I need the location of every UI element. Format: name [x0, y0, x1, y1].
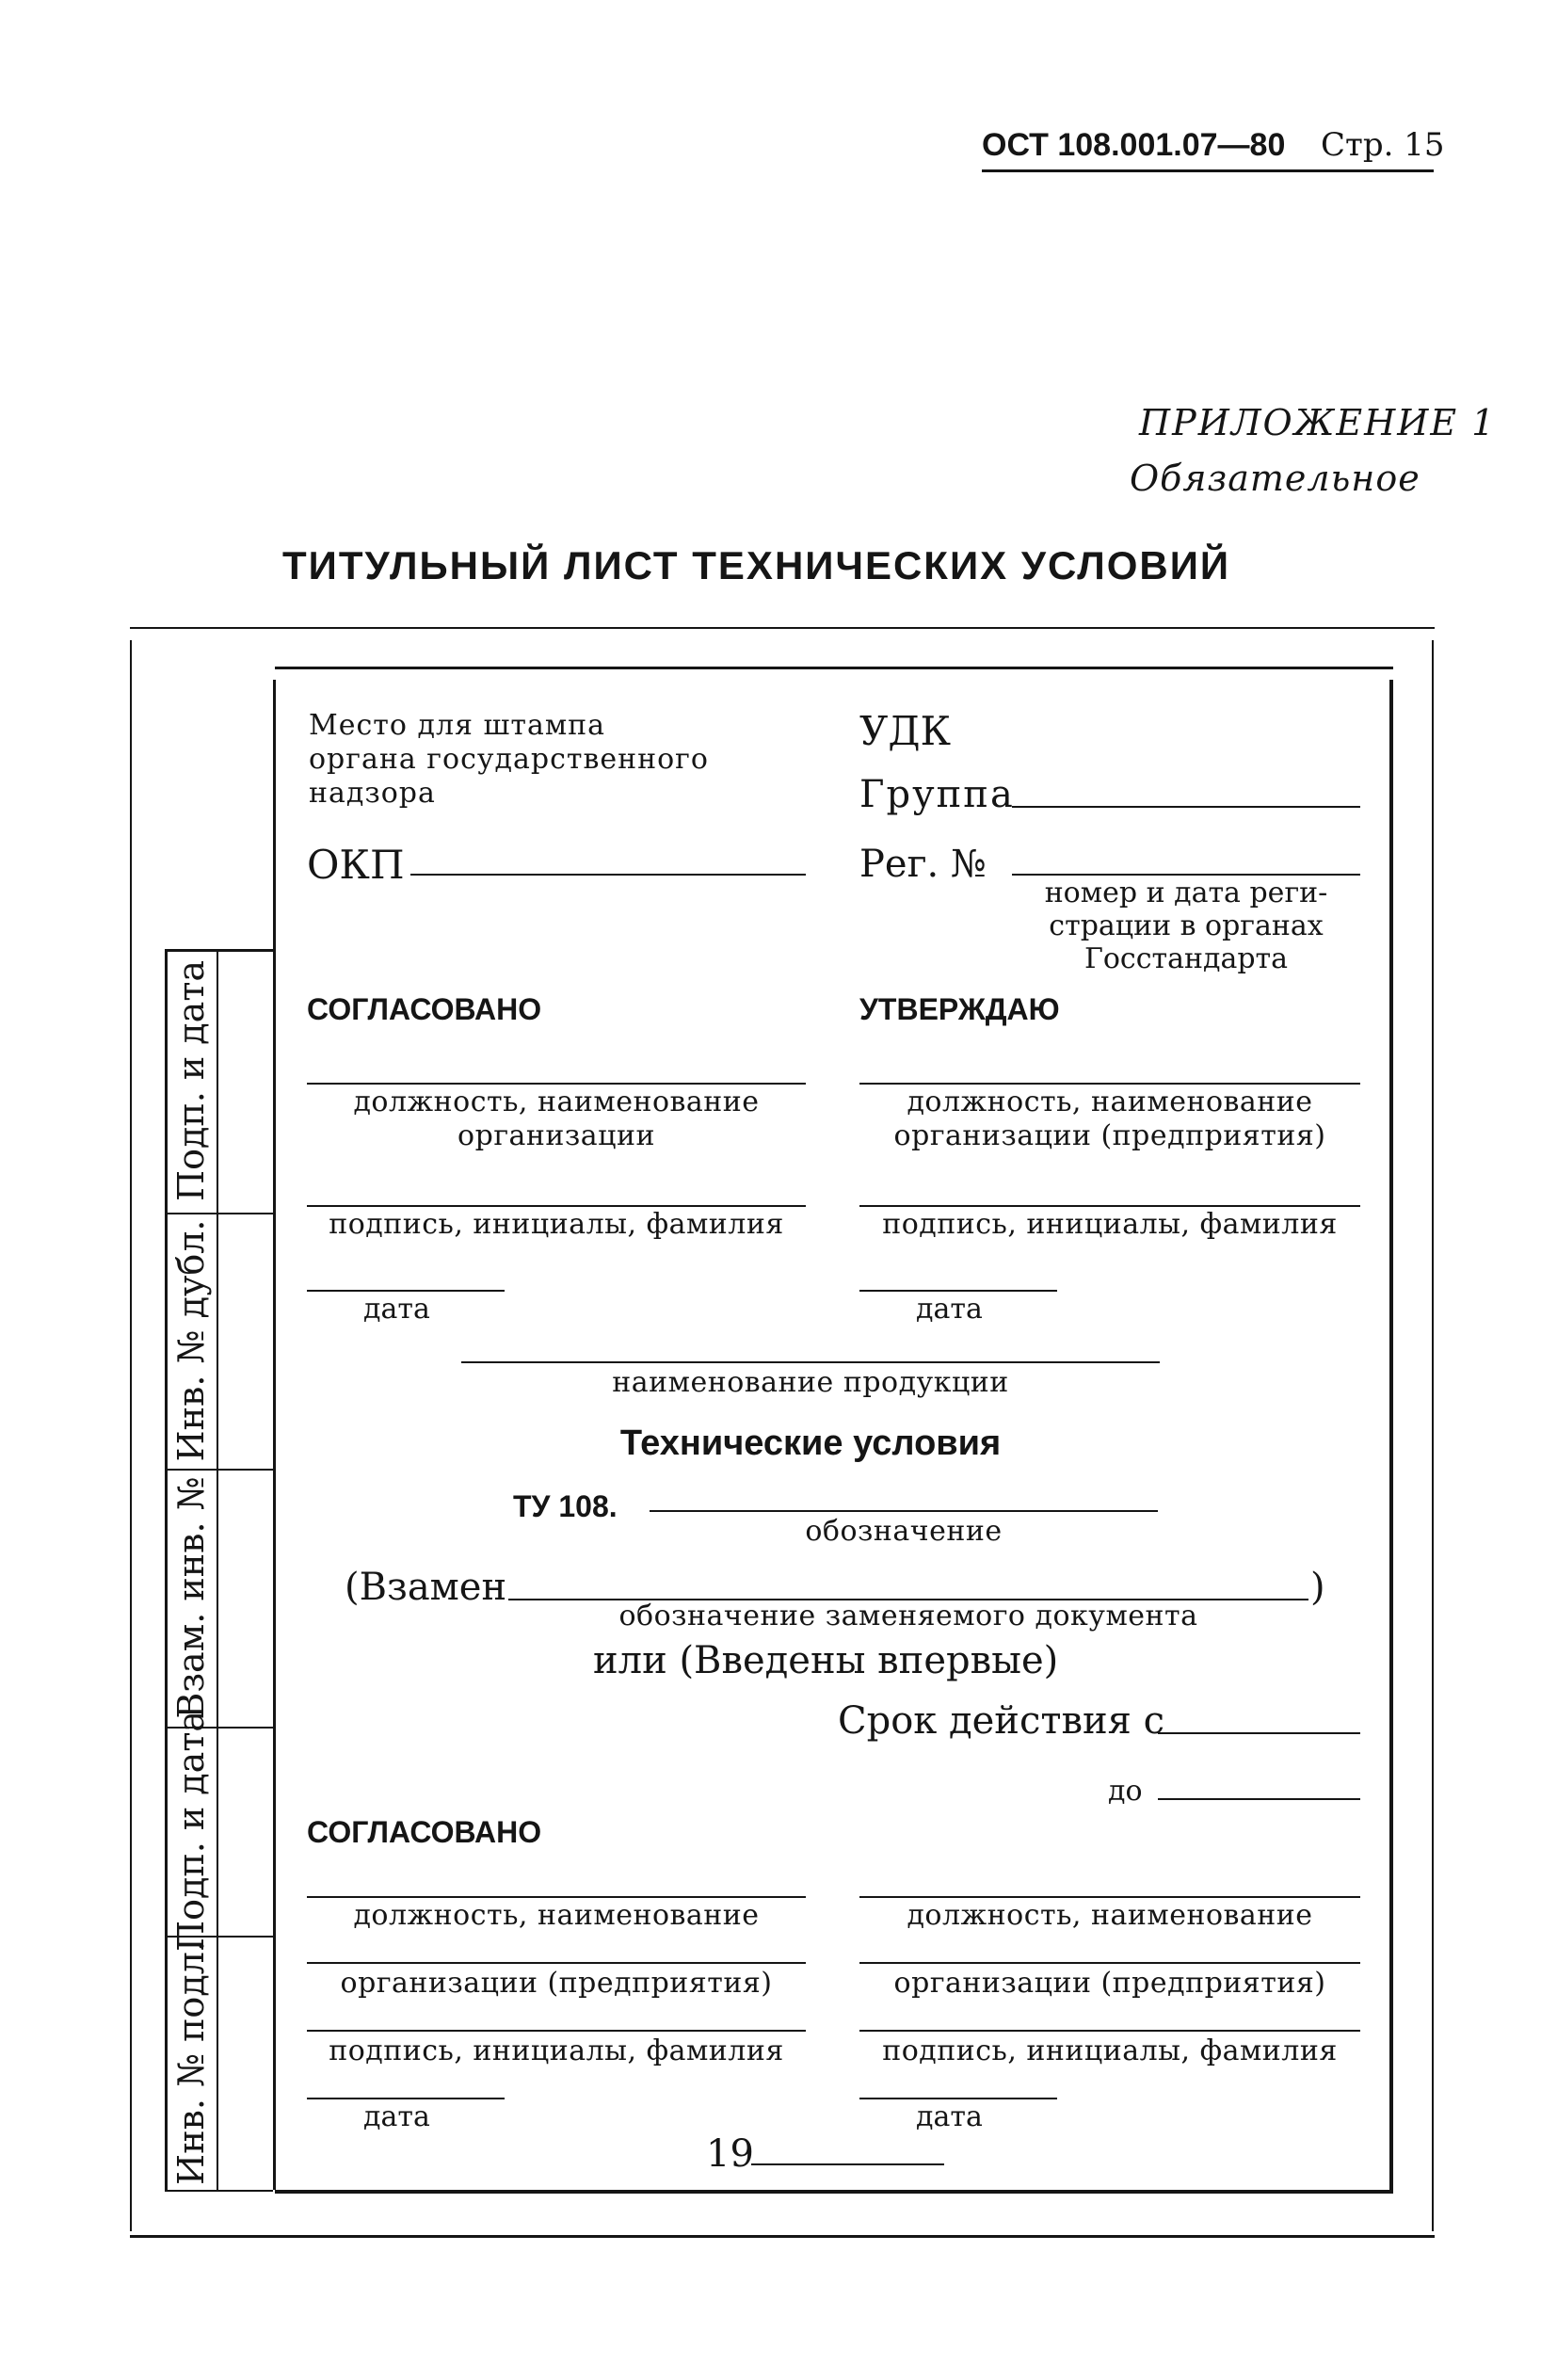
agreed-2-right-position-field[interactable]: [859, 1896, 1360, 1898]
product-name-caption: наименование продукции: [612, 1366, 1009, 1399]
side-margin-left: [165, 949, 168, 2190]
stamp-place-line-2: органа государственного: [309, 743, 709, 776]
reg-no-field[interactable]: [1012, 874, 1360, 876]
side-row-sep-1: [165, 1213, 273, 1214]
agreed-2-right-org-caption: организации (предприятия): [893, 1967, 1326, 2000]
side-margin-divider: [217, 951, 218, 2190]
reg-no-label: Рег. №: [859, 843, 987, 886]
replaced-doc-caption: обозначение заменяемого документа: [618, 1600, 1198, 1632]
validity-to-label: до: [1108, 1775, 1143, 1808]
year-label: 19: [706, 2132, 754, 2176]
okp-field[interactable]: [410, 874, 806, 876]
approve-position-caption-1: должность, наименование: [907, 1085, 1313, 1118]
tech-conditions-title: Технические условия: [619, 1423, 1002, 1463]
agreed-position-field[interactable]: [307, 1083, 806, 1085]
agreed-signature-caption: подпись, инициалы, фамилия: [329, 1208, 784, 1241]
agreed-position-caption-1: должность, наименование: [353, 1085, 760, 1118]
agreed-position-caption-2: организации: [457, 1119, 655, 1152]
inner-frame-bottom: [275, 2190, 1393, 2194]
side-margin-bottom: [165, 2190, 273, 2192]
replaces-label: (Взамен: [345, 1566, 507, 1609]
reg-caption-line-1: номер и дата реги-: [1044, 876, 1328, 909]
udk-label: УДК: [859, 708, 952, 754]
approve-date-caption: дата: [916, 1293, 983, 1326]
reg-caption-line-3: Госстандарта: [1083, 942, 1289, 975]
validity-from-label: Срок действия с: [838, 1699, 1165, 1743]
side-row-sep-2: [165, 1469, 273, 1471]
agreed-date-field[interactable]: [307, 1290, 505, 1292]
okp-label: ОКП: [307, 842, 405, 888]
approve-position-caption-2: организации (предприятия): [893, 1119, 1326, 1152]
page-number: Стр. 15: [1321, 126, 1445, 164]
validity-from-field[interactable]: [1158, 1732, 1360, 1734]
agreed-heading: СОГЛАСОВАНО: [307, 992, 542, 1026]
side-margin-top: [165, 949, 273, 952]
product-name-field[interactable]: [461, 1361, 1160, 1363]
tu-designation-field[interactable]: [650, 1510, 1158, 1512]
agreed-signature-field[interactable]: [307, 1205, 806, 1207]
agreed-2-right-org-field[interactable]: [859, 1962, 1360, 1964]
validity-to-field[interactable]: [1158, 1798, 1360, 1800]
approve-signature-caption: подпись, инициалы, фамилия: [882, 1208, 1338, 1241]
side-cell-orig-inv: Инв. № подл.: [170, 1940, 212, 2185]
agreed-2-right-date-field[interactable]: [859, 2098, 1057, 2099]
agreed-2-left-position-caption: должность, наименование: [353, 1899, 760, 1932]
inner-frame-right: [1389, 680, 1393, 2190]
inner-frame-left: [273, 680, 276, 2190]
outer-frame-right: [1432, 640, 1434, 2231]
approve-position-field[interactable]: [859, 1083, 1360, 1085]
introduced-first: или (Введены впервые): [593, 1639, 1059, 1682]
outer-frame-top: [130, 627, 1435, 629]
tu-prefix: ТУ 108.: [513, 1489, 618, 1523]
side-cell-sign-date: Подп. и дата: [170, 959, 212, 1202]
agreed-2-right-date-caption: дата: [916, 2100, 983, 2133]
replaces-close: ): [1310, 1566, 1325, 1609]
document-code: ОСТ 108.001.07—80: [982, 127, 1286, 163]
approve-date-field[interactable]: [859, 1290, 1057, 1292]
side-cell-dup-inv: Инв. № дубл.: [170, 1219, 212, 1462]
agreed-2-left-signature-caption: подпись, инициалы, фамилия: [329, 2034, 784, 2067]
agreed-2-left-date-caption: дата: [363, 2100, 430, 2133]
page-title: ТИТУЛЬНЫЙ ЛИСТ ТЕХНИЧЕСКИХ УСЛОВИЙ: [282, 543, 1231, 587]
outer-frame-left: [130, 640, 132, 2231]
reg-caption-line-2: страции в органах: [1049, 909, 1324, 942]
agreed-2-left-date-field[interactable]: [307, 2098, 505, 2099]
agreed-2-right-signature-caption: подпись, инициалы, фамилия: [882, 2034, 1338, 2067]
side-cell-replaced-inv: Взам. инв. №: [170, 1476, 212, 1719]
tu-designation-caption: обозначение: [805, 1515, 1003, 1548]
stamp-place-line-3: надзора: [309, 777, 436, 810]
agreed-2-left-org-caption: организации (предприятия): [340, 1967, 773, 2000]
side-cell-sign-date-2: Подп. и дата: [170, 1710, 212, 1953]
agreed-2-right-position-caption: должность, наименование: [907, 1899, 1313, 1932]
year-field[interactable]: [751, 2163, 944, 2165]
agreed-2-left-position-field[interactable]: [307, 1896, 806, 1898]
approve-heading: УТВЕРЖДАЮ: [859, 992, 1060, 1026]
agreed-2-left-org-field[interactable]: [307, 1962, 806, 1964]
agreed-2-heading: СОГЛАСОВАНО: [307, 1815, 542, 1849]
appendix-title: ПРИЛОЖЕНИЕ 1: [1139, 402, 1497, 443]
agreed-2-left-signature-field[interactable]: [307, 2030, 806, 2032]
agreed-2-right-signature-field[interactable]: [859, 2030, 1360, 2032]
header-underline: [982, 169, 1434, 172]
approve-signature-field[interactable]: [859, 1205, 1360, 1207]
appendix-status: Обязательное: [1130, 458, 1421, 499]
inner-frame-top: [275, 667, 1393, 669]
group-field[interactable]: [1012, 806, 1360, 808]
outer-frame-bottom: [130, 2235, 1435, 2238]
group-label: Группа: [859, 773, 1015, 816]
agreed-date-caption: дата: [363, 1293, 430, 1326]
stamp-place-line-1: Место для штампа: [309, 709, 606, 742]
